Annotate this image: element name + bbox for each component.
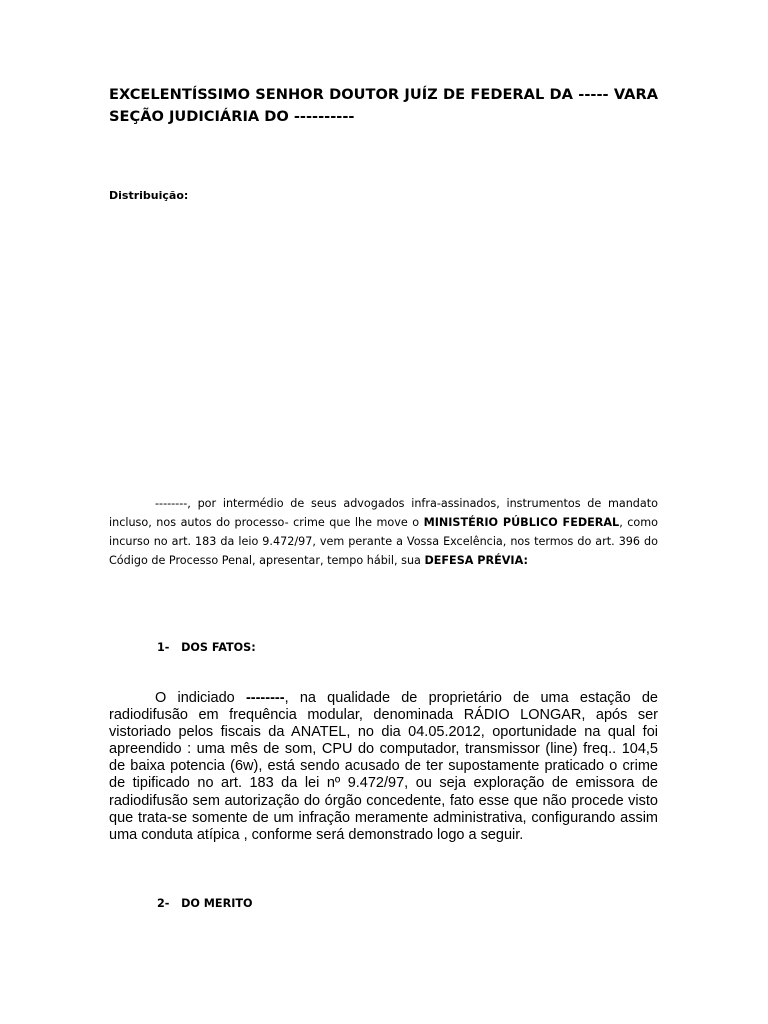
section-2-title: 2- DO MERITO — [157, 897, 253, 910]
section-1-title: 1- DOS FATOS: — [157, 641, 256, 654]
facts-party: -------- — [245, 690, 285, 706]
facts-paragraph — [109, 690, 658, 844]
intro-paragraph — [109, 494, 658, 570]
intro-defense-title: DEFESA PRÉVIA: — [424, 554, 528, 567]
heading-line-1: EXCELENTÍSSIMO SENHOR DOUTOR JUÍZ DE FEDERAL DA ----- VARA — [109, 86, 658, 103]
court-address-heading — [109, 84, 658, 128]
intro-text-b: , como incurso no art. 183 da leio 9.472/97, vem perante a Vossa Excelência, nos termos do art. 396 do Código de Processo Penal, apresentar, tempo hábil, sua — [109, 516, 658, 567]
intro-text-a: , por intermédio de seus advogados infra-assinados, instrumentos de mandato incluso, nos autos do processo- crime que lhe move o — [109, 497, 658, 529]
facts-text-a: O indiciado — [155, 690, 246, 706]
intro-prosecutor: MINISTÉRIO PÚBLICO FEDERAL — [423, 516, 620, 529]
intro-party: -------- — [155, 497, 188, 510]
facts-text-b: , na qualidade de proprietário de uma estação de radiodifusão em frequência modular, denominada RÁDIO LONGAR, após ser vistoriado pelos fiscais da ANATEL, no dia 04.05.2012, oportunidade na qual foi apreendido : uma mês de som, CPU do computador, transmissor (line) freq.. 104,5 de baixa potencia (6w), está sendo acusado de ter supostamente praticado o crime de tipificado no art. 183 da lei nº 9.472/97, ou seja exploração de emissora de radiodifusão sem autorização do órgão concedente, fato esse que não procede visto que trata-se somente de um infração meramente administrativa, configurando assim uma conduta atípica , conforme será demonstrado logo a seguir. — [109, 690, 659, 843]
distribution-label: Distribuição: — [109, 189, 189, 202]
heading-line-2: SEÇÃO JUDICIÁRIA DO ---------- — [109, 108, 355, 125]
